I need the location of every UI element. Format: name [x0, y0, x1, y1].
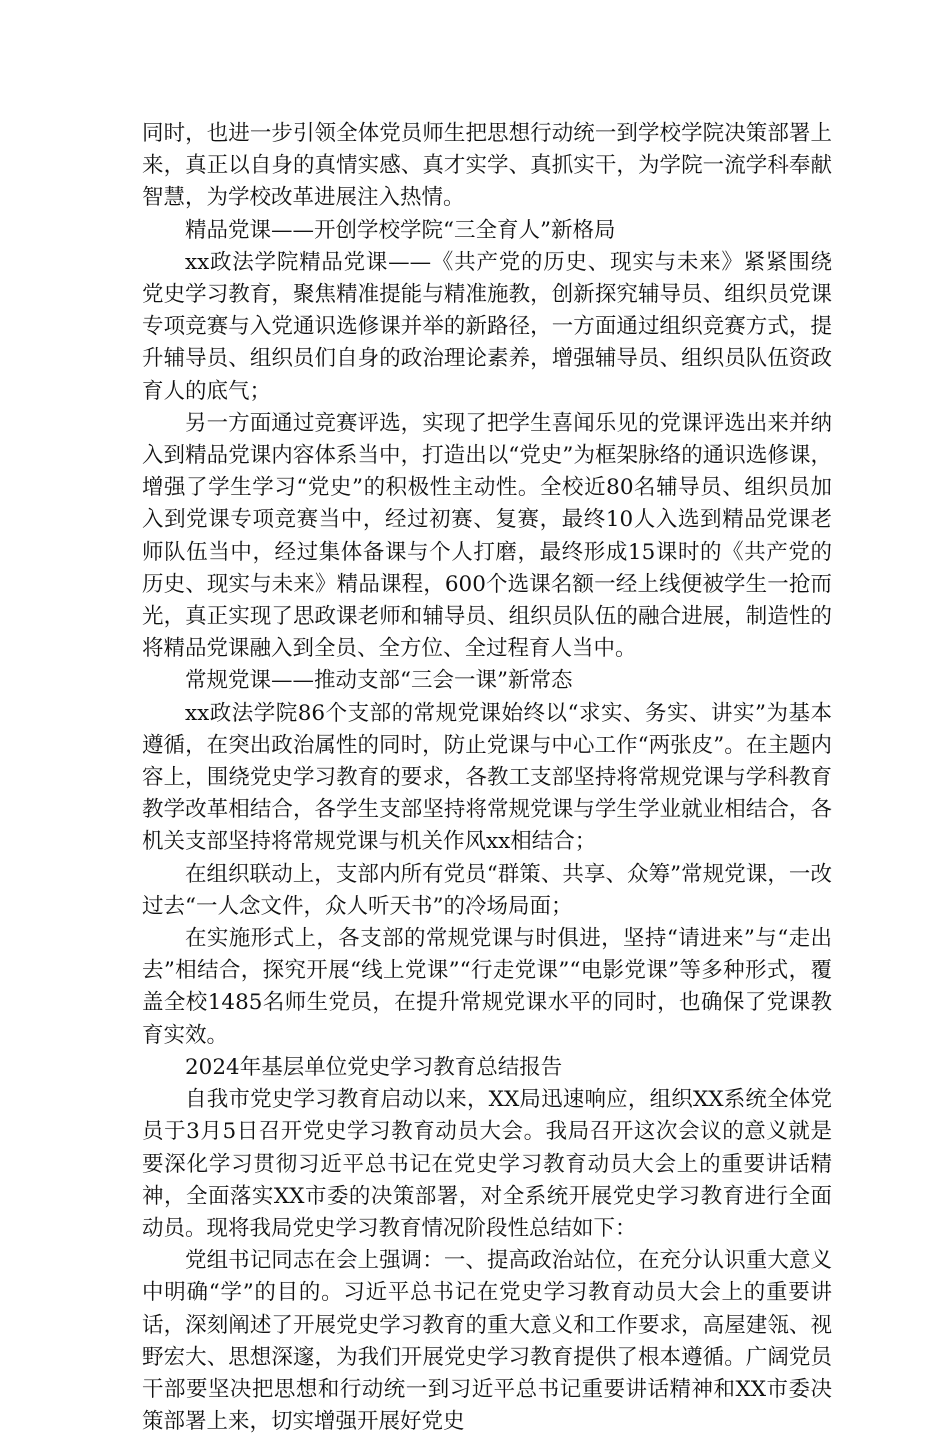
body-paragraph: 同时，也进一步引领全体党员师生把思想行动统一到学校学院决策部署上来，真正以自身的真情实感、真才实学、真抓实干，为学院一流学科奉献智慧，为学校改革进展注入热情。 — [142, 121, 832, 211]
body-paragraph: 在实施形式上，各支部的常规党课与时俱进，坚持“请进来”与“走出去”相结合，探究开展“线上党课”“行走党课”“电影党课”等多种形式，覆盖全校1485名师生党员，在提升常规党课水平的同时，也确保了党课教育实效。 — [142, 926, 832, 1048]
section-heading: 常规党课——推动支部“三会一课”新常态 — [185, 668, 573, 694]
body-paragraph: 另一方面通过竞赛评选，实现了把学生喜闻乐见的党课评选出来并纳入到精品党课内容体系当中，打造出以“党史”为框架脉络的通识选修课，增强了学生学习“党史”的积极性主动性。全校近80名辅导员、组织员加入到党课专项竞赛当中，经过初赛、复赛，最终10人入选到精品党课老师队伍当中，经过集体备课与个人打磨，最终形成15课时的《共产党的历史、现实与未来》精品课程，600个选课名额一经上线便被学生一抢而光，真正实现了思政课老师和辅导员、组织员队伍的融合进展，制造性的将精品党课融入到全员、全方位、全过程育人当中。 — [142, 410, 832, 662]
body-paragraph: 党组书记同志在会上强调：一、提高政治站位，在充分认识重大意义中明确“学”的目的。习近平总书记在党史学习教育动员大会上的重要讲话，深刻阐述了开展党史学习教育的重大意义和工作要求，高屋建瓴、视野宏大、思想深邃，为我们开展党史学习教育提供了根本遵循。广阔党员干部要坚决把思想和行动统一到习近平总书记重要讲话精神和XX市委决策部署上来，切实增强开展好党史 — [142, 1248, 832, 1435]
body-paragraph: xx政法学院精品党课——《共产党的历史、现实与未来》紧紧围绕党史学习教育，聚焦精准提能与精准施教，创新探究辅导员、组织员党课专项竞赛与入党通识选修课并举的新路径，一方面通过组织竞赛方式，提升辅导员、组织员们自身的政治理论素养，增强辅导员、组织员队伍资政育人的底气； — [142, 249, 832, 404]
document-page — [142, 118, 832, 1438]
body-paragraph: 在组织联动上，支部内所有党员“群策、共享、众筹”常规党课，一改过去“一人念文件，众人听天书”的冷场局面； — [142, 861, 832, 919]
report-title: 2024年基层单位党史学习教育总结报告 — [185, 1054, 563, 1080]
body-paragraph: 自我市党史学习教育启动以来，XX局迅速响应，组织XX系统全体党员于3月5日召开党史学习教育动员大会。我局召开这次会议的意义就是要深化学习贯彻习近平总书记在党史学习教育动员大会上的重要讲话精神，全面落实XX市委的决策部署，对全系统开展党史学习教育进行全面动员。现将我局党史学习教育情况阶段性总结如下： — [142, 1087, 832, 1241]
body-paragraph: xx政法学院86个支部的常规党课始终以“求实、务实、讲实”为基本遵循，在突出政治属性的同时，防止党课与中心工作“两张皮”。在主题内容上，围绕党史学习教育的要求，各教工支部坚持将常规党课与学科教育教学改革相结合，各学生支部坚持将常规党课与学生学业就业相结合，各机关支部坚持将常规党课与机关作风xx相结合； — [142, 700, 832, 855]
section-heading: 精品党课——开创学校学院“三全育人”新格局 — [185, 217, 616, 243]
